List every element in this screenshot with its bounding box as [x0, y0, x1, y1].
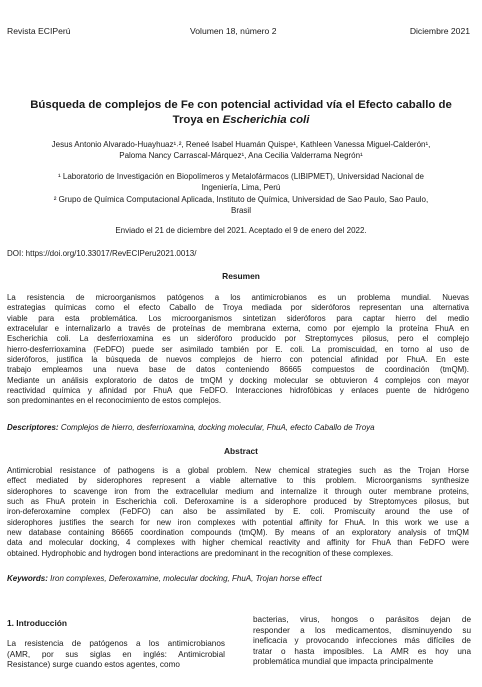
abstract-line: effect mediated by siderophores represent a viable alternative to this problem. Microorganisms synthesize — [7, 476, 469, 486]
keywords-value: Iron complexes, Deferoxamine, molecular docking, FhuA, Trojan horse effect — [50, 574, 322, 583]
resumen-body — [7, 293, 469, 407]
affiliation-2-line-1: ² Grupo de Química Computacional Aplicada, Instituto de Química, Universidad de Sao Paulo, Sao Paulo, — [53, 195, 429, 204]
doi-link[interactable]: DOI: https://doi.org/10.33017/RevECIPeru2021.0013/ — [7, 249, 197, 258]
resumen-line: extracelular e internalizarlo a través de proteínas de membrana externa, como por ejemplo la proteína FhuA en — [7, 324, 469, 334]
intro-right-line: problemática mundial que impacta principalmente — [253, 657, 434, 667]
intro-right-line: ineficacia y provocando infecciones más difíciles de — [253, 636, 471, 646]
keywords-line — [7, 574, 469, 584]
descriptores-label: Descriptores: — [7, 423, 59, 432]
title-line-2 — [20, 113, 462, 128]
title-line-2-prefix: Troya en — [172, 114, 223, 126]
abstract-line: siderophores to scavenge iron from the extracellular medium and internalize it through outer membrane proteins, — [7, 486, 469, 496]
resumen-line: hierro-desferrioxamina (FeDFO) puede ser asimilado también por E. coli. La promiscuidad, en torno al uso de — [7, 344, 469, 354]
journal-name: Revista ECIPerú — [7, 26, 71, 36]
intro-left-line: Resistance) surge cuando estos agentes, como — [7, 660, 180, 670]
resumen-line: La resistencia de microorganismos patógenos a los antimicrobianos es un problema mundial. Nuevas — [7, 293, 469, 302]
resumen-line: Mediante un análisis exploratorio de datos de tmQM y docking molecular se obtuvieron 4 complejos con mayor — [7, 375, 469, 385]
descriptores-line — [7, 423, 469, 433]
authors-line-2: Paloma Nancy Carrascal-Márquez¹, Ana Cecilia Valderrama Negrón¹ — [119, 150, 363, 160]
intro-left-line: (AMR, por sus siglas en inglés: Antimicrobial — [7, 649, 225, 659]
resumen-line: estrategias químicas como el efecto Caballo de Troya mediada por sideróforos representan una alternativa — [7, 303, 469, 313]
keywords-label: Keywords: — [7, 574, 48, 583]
intro-right-column — [253, 615, 473, 668]
intro-right-line: tratar o hasta imposibles. La AMR es hoy una — [253, 646, 471, 656]
affiliation-2-line-2: Brasil — [230, 205, 251, 215]
affiliation-1-line-2: Ingeniería, Lima, Perú — [201, 182, 281, 192]
resumen-line: son predominantes en el reconocimiento de estos complejos. — [7, 396, 222, 406]
affiliation-2 — [10, 195, 472, 216]
title-line-1: Búsqueda de complejos de Fe con potencial actividad vía el Efecto caballo de — [30, 99, 452, 111]
resumen-line: Escherichia coli. La desferrioxamina es un sideróforo producido por Streptomyces pilosus, pero el complejo — [7, 334, 469, 344]
paper-title — [20, 98, 462, 128]
abstract-line: such as FhuA protein in Escherichia coli. Deferoxamine is a siderophore produced by Streptomyces pilosus, but — [7, 497, 469, 507]
abstract-heading: Abstract — [224, 446, 258, 456]
title-organism: Escherichia coli — [222, 114, 310, 126]
resumen-line: viable para esta problemática. Los microorganismos sintetizan sideróforos para captar hierro del medio — [7, 313, 469, 323]
volume-info: Volumen 18, número 2 — [190, 26, 277, 36]
resumen-line: reactividad química y afinidad por FhuA que FeDFO. Interacciones hidrofóbicas y enlaces puente de hidrógeno — [7, 386, 469, 396]
intro-right-line: bacterias, virus, hongos o parásitos dejan de — [253, 615, 471, 624]
abstract-line: Antimicrobial resistance of pathogens is a global problem. New chemical strategies such as the Trojan Horse — [7, 466, 469, 475]
resumen-line: sideróforos, justifica la búsqueda de nuevos complejos de hierro con potencial afinidad por FhuA. En este — [7, 355, 469, 365]
resumen-heading: Resumen — [222, 271, 260, 281]
affiliation-1 — [10, 172, 472, 193]
authors-line-1: Jesus Antonio Alvarado-Huayhuaz¹˒², Reneé Isabel Huamán Quispe¹, Kathleen Vanessa Miguel-Calderón¹, — [51, 140, 431, 149]
resumen-line: trabajo empleamos una nueva base de datos conteniendo 86665 compuestos de coordinación (tmQM). — [7, 365, 469, 375]
intro-left-column — [7, 639, 227, 671]
abstract-line: obtained. Hydrophobic and hydrogen bond interactions are predominant in the recognition of these complexes. — [7, 548, 394, 558]
author-list — [10, 140, 472, 161]
received-accepted-dates: Enviado el 21 de diciembre del 2021. Aceptado el 9 de enero del 2022. — [115, 226, 367, 235]
intro-left-line: La resistencia de patógenos a los antimicrobianos — [7, 639, 225, 648]
intro-heading: 1. Introducción — [7, 618, 68, 628]
abstract-body — [7, 466, 469, 559]
affiliation-1-line-1: ¹ Laboratorio de Investigación en Biopolímeros y Metalofármacos (LIBIPMET), Universidad Nacional de — [58, 172, 424, 181]
abstract-line: siderophores justifies the search for new iron complexes with potential affinity for FhuA. In this work we use a — [7, 517, 469, 527]
abstract-line: new database containing 86665 coordination compounds (tmQM). By means of an exploratory analysis of tmQM — [7, 528, 469, 538]
abstract-line: data and molecular docking, 4 complexes with higher chemical reactivity and affinity for FhuA than FeDFO were — [7, 538, 469, 548]
intro-right-line: responder a los medicamentos, disminuyendo su — [253, 625, 471, 635]
abstract-line: iron-deferoxamine complex (FeDFO) can also be assimilated by E. coli. Promiscuity around the use of — [7, 507, 469, 517]
descriptores-value: Complejos de hierro, desferrioxamina, docking molecular, FhuA, efecto Caballo de Troya — [60, 423, 375, 432]
issue-date: Diciembre 2021 — [409, 26, 470, 36]
